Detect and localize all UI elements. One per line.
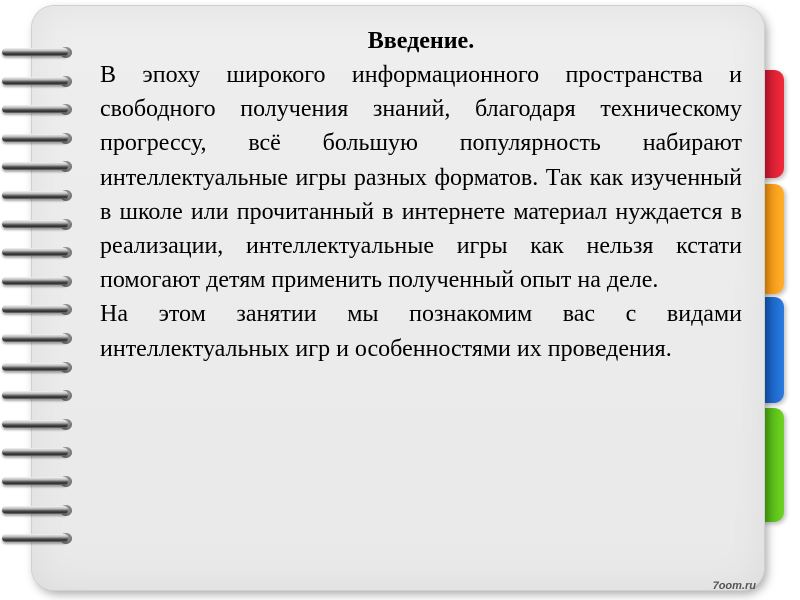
spiral-ring-icon bbox=[2, 216, 76, 233]
spiral-wire bbox=[2, 534, 68, 542]
spiral-wire bbox=[2, 191, 68, 199]
spiral-ring-icon bbox=[2, 73, 76, 90]
spiral-ring-icon bbox=[2, 416, 76, 433]
spiral-ring-icon bbox=[2, 101, 76, 118]
spiral-wire bbox=[2, 77, 68, 85]
spiral-wire bbox=[2, 506, 68, 514]
spiral-wire bbox=[2, 134, 68, 142]
spiral-wire bbox=[2, 162, 68, 170]
spiral-ring-icon bbox=[2, 359, 76, 376]
watermark: 7oom.ru bbox=[712, 580, 756, 592]
spiral-ring-icon bbox=[2, 158, 76, 175]
spiral-ring-icon bbox=[2, 473, 76, 490]
spiral-ring-icon bbox=[2, 530, 76, 547]
spiral-ring-icon bbox=[2, 187, 76, 204]
spiral-wire bbox=[2, 305, 68, 313]
spiral-wire bbox=[2, 363, 68, 371]
spiral-ring-icon bbox=[2, 330, 76, 347]
slide-content bbox=[100, 24, 742, 366]
spiral-ring-icon bbox=[2, 502, 76, 519]
spiral-wire bbox=[2, 48, 68, 56]
spiral-wire bbox=[2, 420, 68, 428]
spiral-wire bbox=[2, 105, 68, 113]
spiral-ring-icon bbox=[2, 301, 76, 318]
spiral-wire bbox=[2, 334, 68, 342]
slide-heading: Введение. bbox=[367, 28, 475, 54]
spiral-ring-icon bbox=[2, 244, 76, 261]
spiral-wire bbox=[2, 277, 68, 285]
spiral-ring-icon bbox=[2, 444, 76, 461]
spiral-ring-icon bbox=[2, 130, 76, 147]
spiral-wire bbox=[2, 391, 68, 399]
spiral-wire bbox=[2, 248, 68, 256]
intro-paragraph: В эпоху широкого информационного пространства и свободного получения знаний, благодаря техническому прогрессу, всё большую популярность набирают интеллектуальные игры разных форматов. Так как изученный в школе или прочитанный в интернете материал нуждается в реализации, интеллектуальные игры как нельзя кстати помогают детям применить полученный опыт на деле. bbox=[100, 62, 742, 294]
spiral-ring-icon bbox=[2, 273, 76, 290]
spiral-wire bbox=[2, 477, 68, 485]
spiral-ring-icon bbox=[2, 44, 76, 61]
spiral-ring-icon bbox=[2, 387, 76, 404]
spiral-wire bbox=[2, 448, 68, 456]
lesson-paragraph: На этом занятии мы познакомим вас с видами интеллектуальных игр и особенностями их проведения. bbox=[100, 301, 742, 362]
spiral-wire bbox=[2, 220, 68, 228]
